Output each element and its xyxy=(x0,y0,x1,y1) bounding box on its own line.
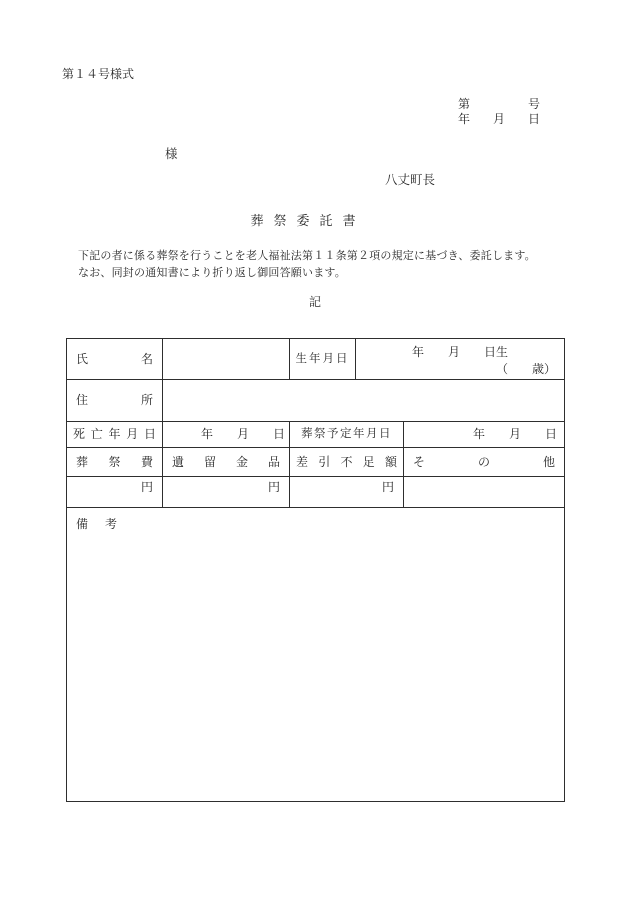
body-paragraph xyxy=(78,248,536,282)
form-number-label: 第１４号様式 xyxy=(62,67,135,81)
deficit-label-cell: 差引不足額 xyxy=(290,448,404,477)
doc-number-suffix: 号 xyxy=(527,97,540,111)
body-line-1: 下記の者に係る葬祭を行うことを老人福祉法第１１条第２項の規定に基づき、委託します。 xyxy=(78,250,536,262)
birth-label-cell: 生年月日 xyxy=(290,339,356,380)
effects-label-cell: 遺留金品 xyxy=(163,448,290,477)
funeral-date-value-cell: 年 月 日 xyxy=(404,422,564,448)
notes-cell xyxy=(67,508,564,801)
other-label-cell: その他 xyxy=(404,448,564,477)
cost-unit-cell: 円 xyxy=(67,477,163,508)
other-value-cell xyxy=(404,477,564,508)
address-value-cell xyxy=(163,380,564,422)
notes-label: 備考 xyxy=(76,517,117,531)
name-value-cell xyxy=(163,339,290,380)
date-line xyxy=(458,112,540,127)
death-date-label-cell: 死亡年月日 xyxy=(67,422,163,448)
doc-number-line xyxy=(458,97,540,112)
effects-unit-cell: 円 xyxy=(163,477,290,508)
list-marker: 記 xyxy=(308,295,321,309)
cost-label-cell: 葬祭費 xyxy=(67,448,163,477)
death-date-value-cell: 年 月 日 xyxy=(163,422,290,448)
date-month-label: 月 xyxy=(492,112,505,126)
date-day-label: 日 xyxy=(527,112,540,126)
body-line-2: なお、同封の通知書により折り返し御回答願います。 xyxy=(78,267,346,279)
birth-date-line: 年 月 日生 xyxy=(411,345,508,359)
name-label-cell: 氏名 xyxy=(67,339,163,380)
document-title: 葬祭委託書 xyxy=(250,213,366,228)
sender-title: 八丈町長 xyxy=(385,173,436,187)
deficit-unit-cell: 円 xyxy=(290,477,404,508)
birth-value-cell xyxy=(356,339,564,380)
birth-age-line: （ 歳） xyxy=(495,362,556,376)
funeral-date-label-cell: 葬祭予定年月日 xyxy=(290,422,404,448)
addressee-honorific: 様 xyxy=(165,147,178,161)
date-year-label: 年 xyxy=(458,112,471,126)
doc-number-prefix: 第 xyxy=(458,97,471,111)
doc-number-block xyxy=(458,97,540,127)
commission-table xyxy=(66,338,565,802)
address-label-cell: 住所 xyxy=(67,380,163,422)
